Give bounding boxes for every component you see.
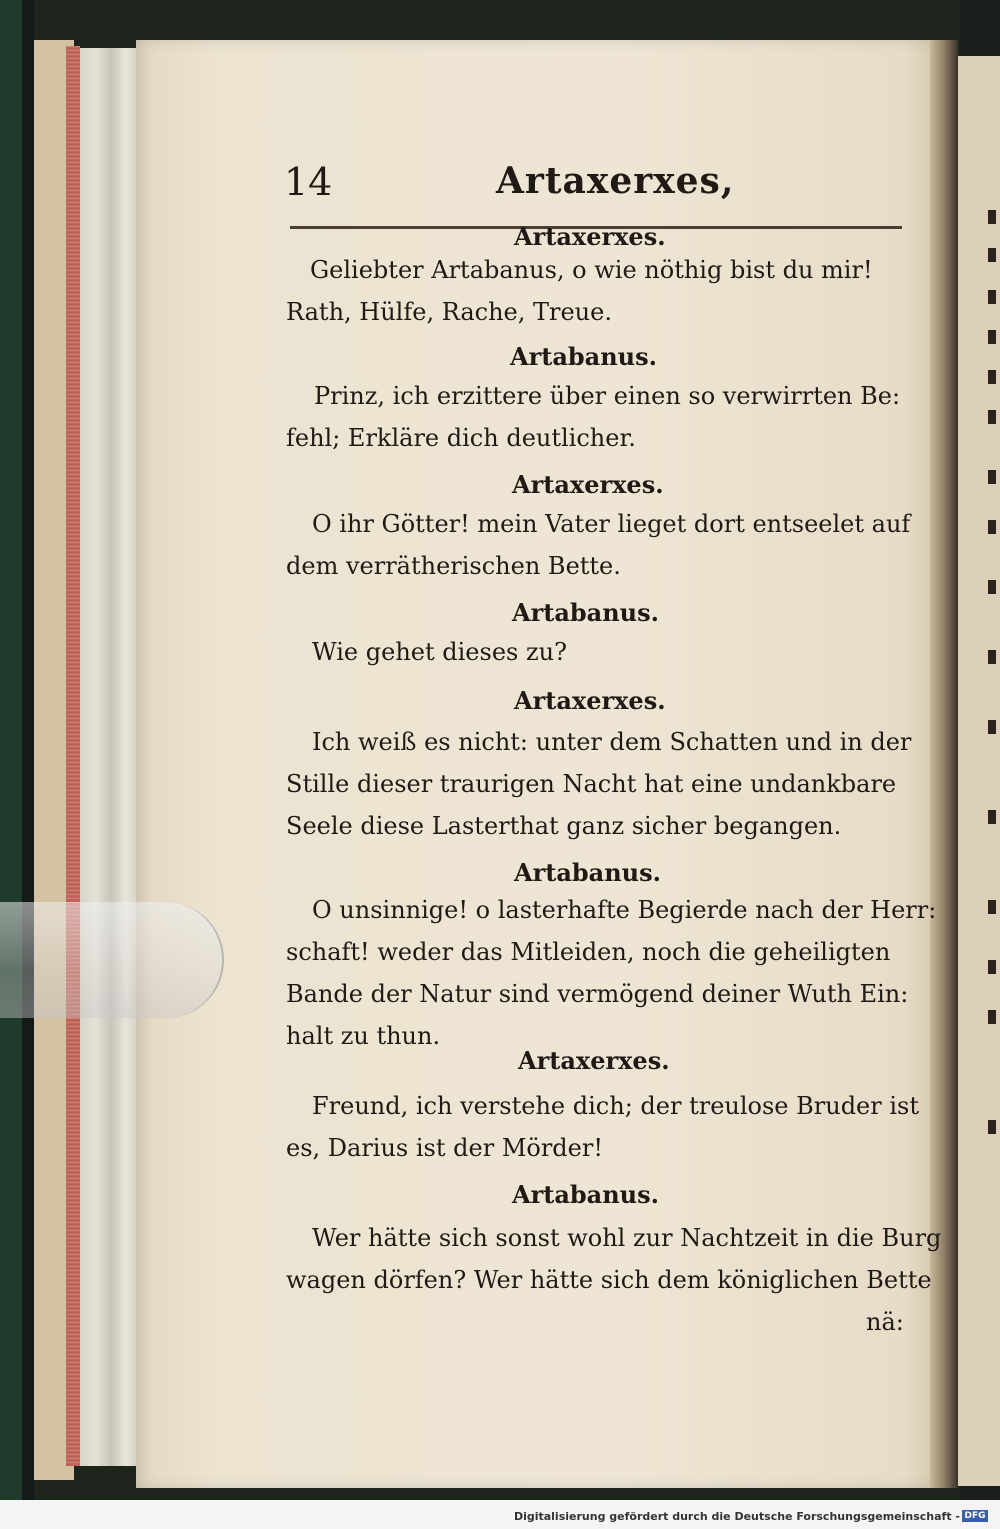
running-head: Artaxerxes, (496, 160, 735, 202)
dialogue-line: Geliebter Artabanus, o wie nöthig bist du mir! (310, 256, 873, 284)
speaker-name: Artabanus. (512, 598, 659, 627)
dialogue-line: Rath, Hülfe, Rache, Treue. (286, 298, 612, 326)
dialogue-line: halt zu thun. (286, 1022, 441, 1050)
funding-credit: Digitalisierung gefördert durch die Deutsche Forschungsgemeinschaft - (513, 1510, 960, 1523)
dialogue-line: dem verrätherischen Bette. (286, 552, 621, 580)
catchword: nä: (866, 1308, 904, 1336)
speaker-name: Artabanus. (514, 858, 661, 887)
dialogue-line: es, Darius ist der Mörder! (286, 1134, 603, 1162)
dialogue-line: Wie gehet dieses zu? (312, 638, 567, 666)
dialogue-line: Prinz, ich erzittere über einen so verwirrten Be: (314, 382, 901, 410)
dialogue-line: Wer hätte sich sonst wohl zur Nachtzeit in die Burg (312, 1224, 942, 1252)
dfg-logo: DFG (962, 1510, 988, 1522)
red-page-edge (66, 46, 80, 1466)
speaker-name: Artabanus. (512, 1180, 659, 1209)
page-stack (78, 48, 138, 1466)
spine-shadow (930, 40, 958, 1488)
page-number: 14 (284, 160, 333, 204)
plastic-page-clip (0, 902, 224, 1018)
speaker-name: Artaxerxes. (518, 1046, 670, 1075)
dialogue-line: Freund, ich verstehe dich; der treulose Bruder ist (312, 1092, 919, 1120)
dialogue-line: Ich weiß es nicht: unter dem Schatten und in der (312, 728, 912, 756)
dialogue-line: O ihr Götter! mein Vater lieget dort entseelet auf (312, 510, 911, 538)
scanner-edge-green (0, 0, 22, 1500)
dialogue-line: schaft! weder das Mitleiden, noch die geheiligten (286, 938, 891, 966)
dialogue-line: Seele diese Lasterthat ganz sicher begangen. (286, 812, 842, 840)
dialogue-line: wagen dörfen? Wer hätte sich dem königlichen Bette (286, 1266, 932, 1294)
speaker-name: Artaxerxes. (514, 222, 666, 251)
speaker-name: Artabanus. (510, 342, 657, 371)
speaker-name: Artaxerxes. (514, 686, 666, 715)
dialogue-line: fehl; Erkläre dich deutlicher. (286, 424, 636, 452)
dialogue-line: Stille dieser traurigen Nacht hat eine undankbare (286, 770, 897, 798)
dialogue-line: O unsinnige! o lasterhafte Begierde nach der Herr: (312, 896, 937, 924)
speaker-name: Artaxerxes. (512, 470, 664, 499)
dialogue-line: Bande der Natur sind vermögend deiner Wuth Ein: (286, 980, 909, 1008)
facing-page-edge (958, 56, 1000, 1486)
